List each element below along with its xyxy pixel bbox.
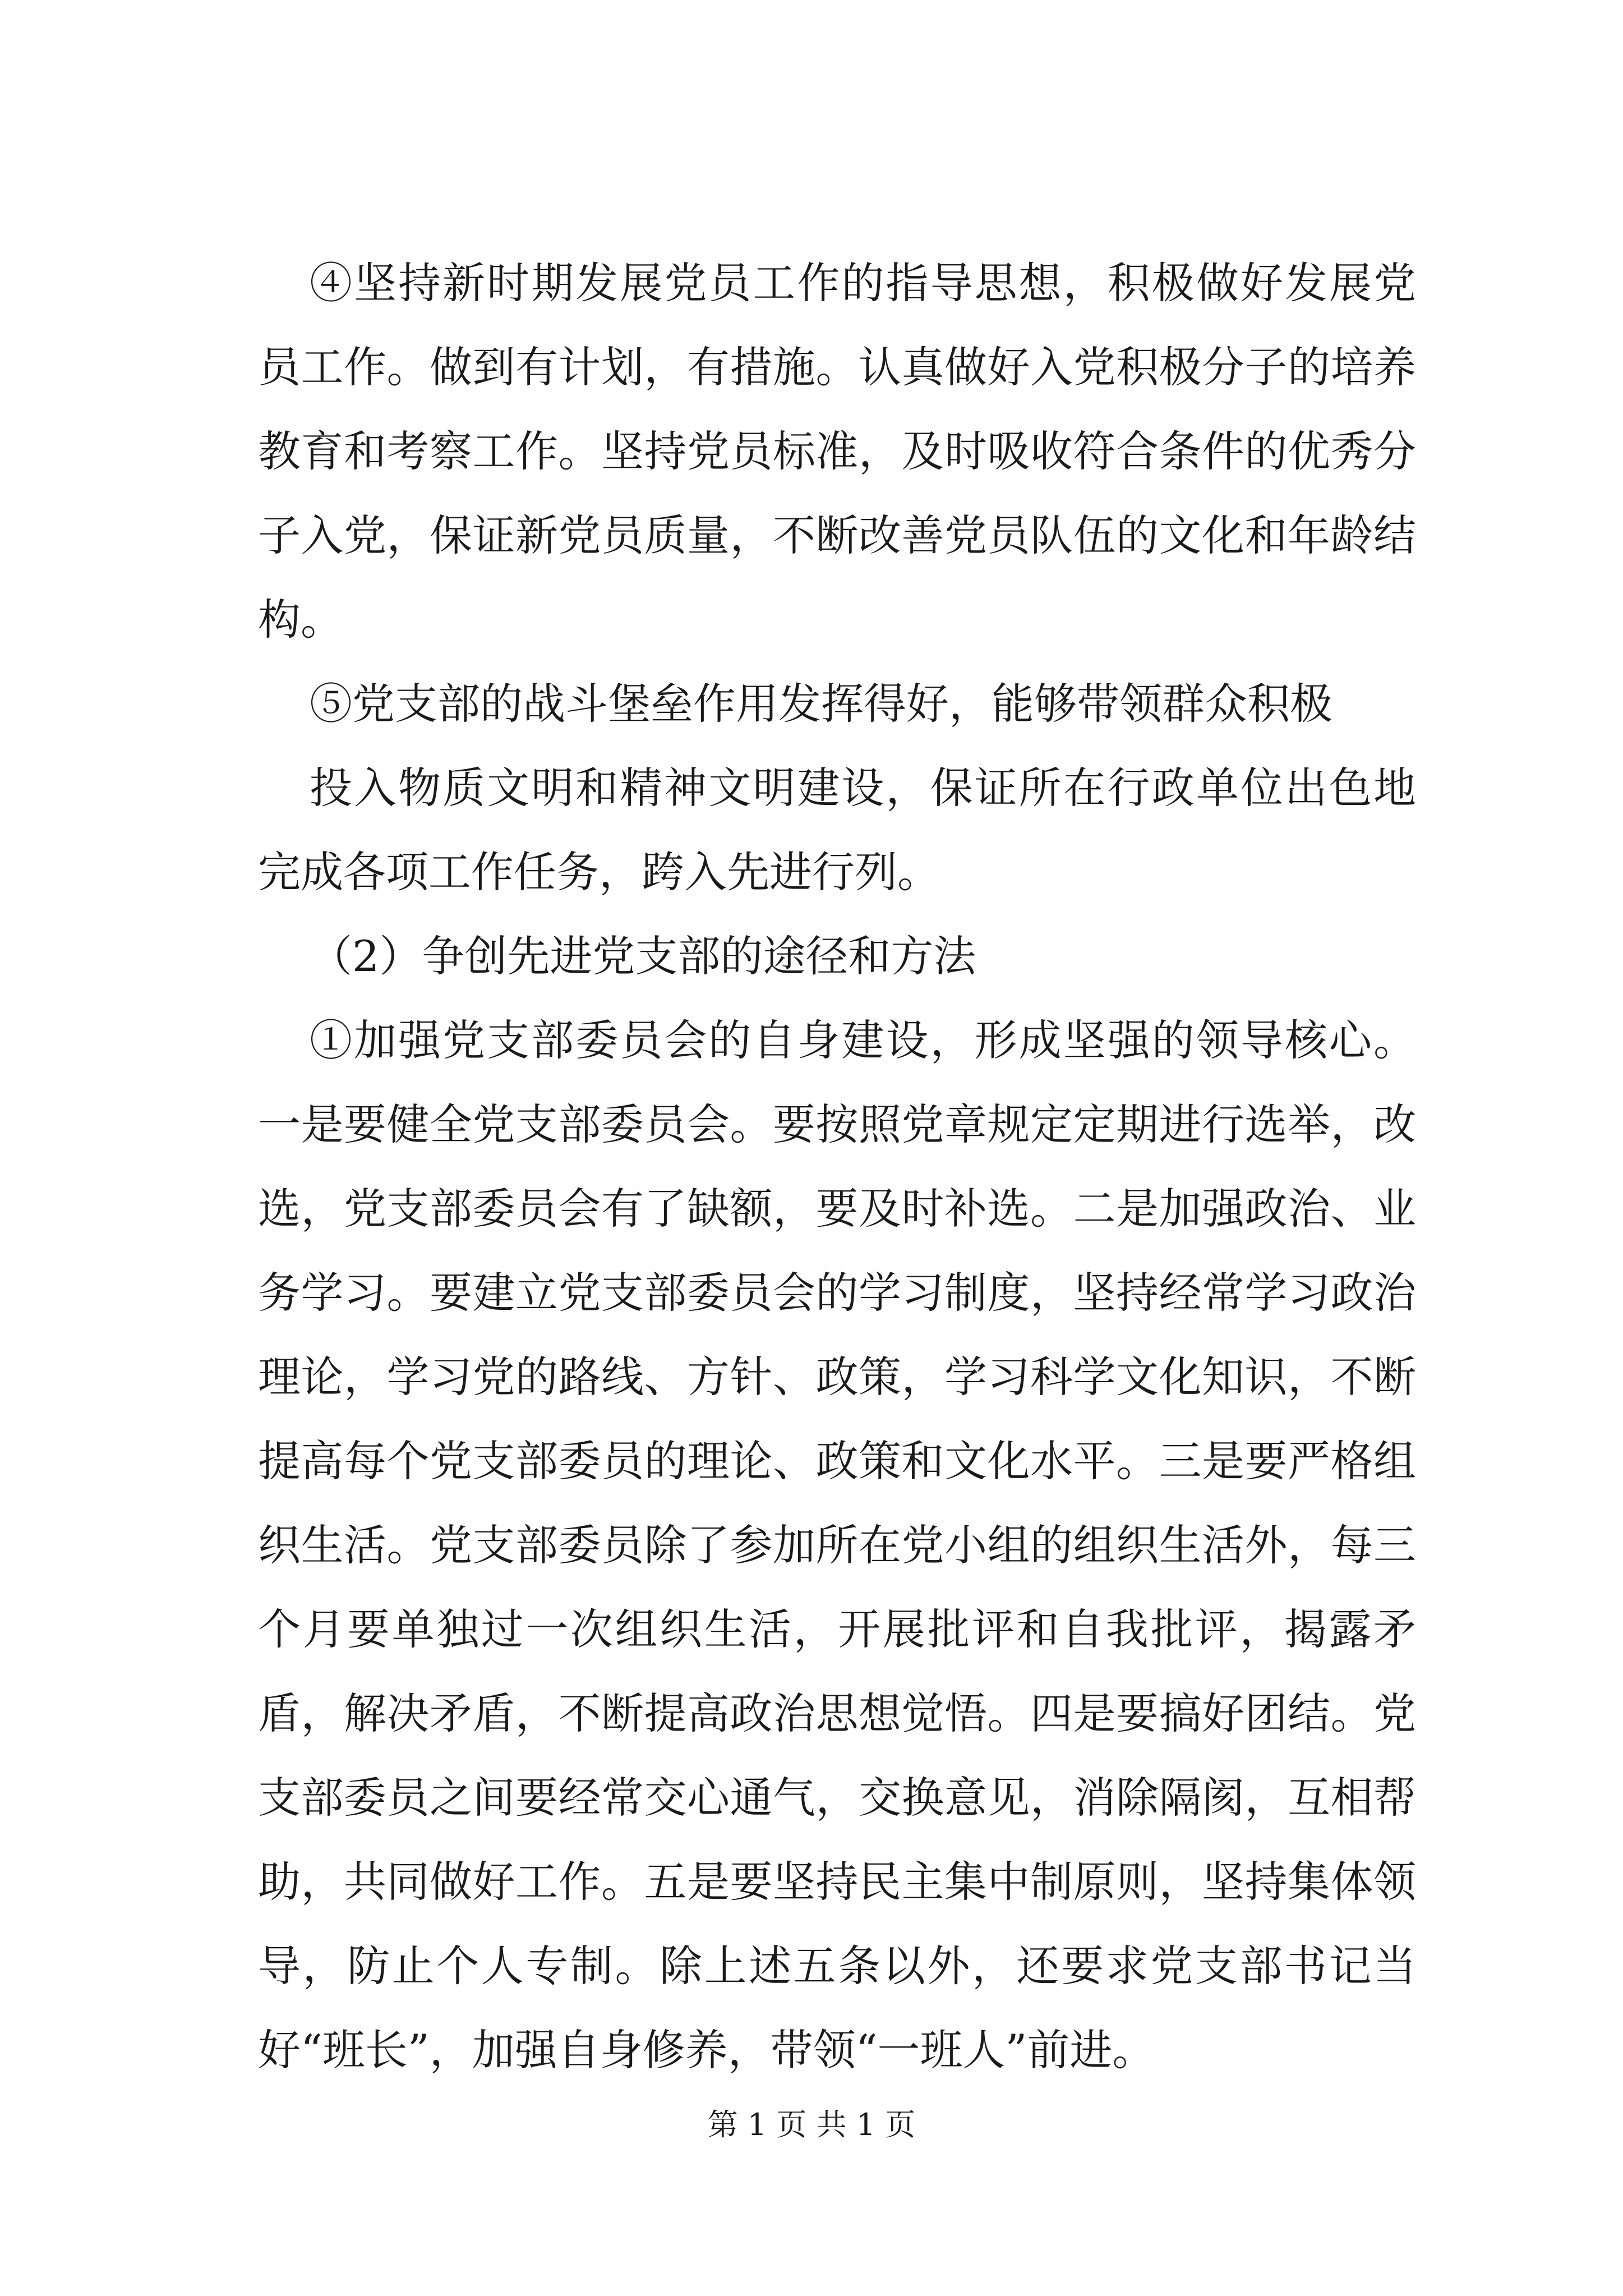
document-body (258, 241, 1416, 2092)
paragraph-item-5: ⑤党支部的战斗堡垒作用发挥得好，能够带领群众积极 (310, 679, 1332, 729)
paragraph-item-1: ①加强党支部委员会的自身建设，形成坚强的领导核心。一是要健全党支部委员会。要按照党章规定定期进行选举，改选，党支部委员会有了缺额，要及时补选。二是加强政治、业务学习。要建立党支部委员会的学习制度，坚持经常学习政治理论，学习党的路线、方针、政策，学习科学文化知识，不断提高每个党支部委员的理论、政策和文化水平。三是要严格组织生活。党支部委员除了参加所在党小组的组织生活外，每三个月要单独过一次组织生活，开展批评和自我批评，揭露矛盾，解决矛盾，不断提高政治思想觉悟。四是要搞好团结。党支部委员之间要经常交心通气，交换意见，消除隔阂，互相帮助，共同做好工作。五是要坚持民主集中制原则，坚持集体领导，防止个人专制。除上述五条以外，还要求党支部书记当好“班长”，加强自身修养，带领“一班人”前进。 (258, 1015, 1416, 2075)
paragraph-item-4: ④坚持新时期发展党员工作的指导思想，积极做好发展党员工作。做到有计划，有措施。认真做好入党积极分子的培养教育和考察工作。坚持党员标准，及时吸收符合条件的优秀分子入党，保证新党员质量，不断改善党员队伍的文化和年龄结构。 (258, 258, 1416, 645)
page-footer: 第 1 页 共 1 页 (707, 2107, 916, 2142)
section-heading-2: （2）争创先进党支部的途径和方法 (310, 931, 976, 981)
paragraph-item-5-continued: 投入物质文明和精神文明建设，保证所在行政单位出色地完成各项工作任务，跨入先进行列。 (258, 763, 1416, 897)
